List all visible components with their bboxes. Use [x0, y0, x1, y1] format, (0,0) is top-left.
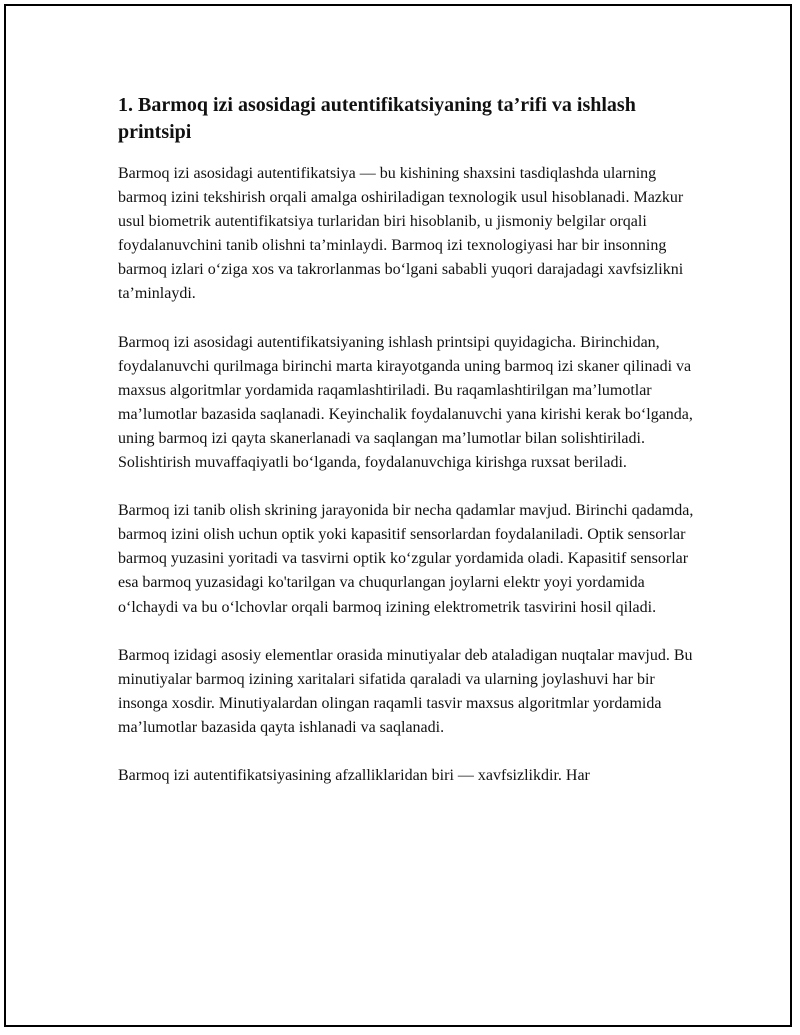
paragraph-minutiae: Barmoq izidagi asosiy elementlar orasida minutiyalar deb ataladigan nuqtalar mavjud. Bu minutiyalar barmoq izining xaritalari sifatida qaraladi va ularning joylashuvi har bir insonga xosdir. Minutiyalardan olingan raqamli tasvir maxsus algoritmlar yordamida ma’lumotlar bazasida qayta ishlanadi va saqlanadi.	[118, 646, 693, 736]
paragraph-working-principle: Barmoq izi asosidagi autentifikatsiyaning ishlash printsipi quyidagicha. Birinchidan, foydalanuvchi qurilmaga birinchi marta kirayotganda uning barmoq izi skaner qilinadi va maxsus algoritmlar yordamida raqamlashtiriladi. Bu raqamlashtirilgan ma’lumotlar ma’lumotlar bazasida saqlanadi. Keyinchalik foydalanuvchi yana kirishi kerak bo‘lganda, uning barmoq izi qayta skanerlanadi va saqlangan ma’lumotlar bilan solishtiriladi. Solishtirish muvaffaqiyatli bo‘lganda, foydalanuvchiga kirishga ruxsat beriladi.	[118, 333, 693, 472]
paragraph-advantages: Barmoq izi autentifikatsiyasining afzalliklaridan biri — xavfsizlikdir. Har	[118, 766, 590, 784]
document-body	[118, 92, 698, 812]
section-heading: 1. Barmoq izi asosidagi autentifikatsiyaning ta’rifi va ishlash printsipi	[118, 94, 636, 143]
paragraph-definition: Barmoq izi asosidagi autentifikatsiya — bu kishining shaxsini tasdiqlashda ularning barmoq izini tekshirish orqali amalga oshiriladigan texnologik usul hisoblanadi. Mazkur usul biometrik autentifikatsiya turlaridan biri hisoblanib, u jismoniy belgilar orqali foydalanuvchini tanib olishni ta’minlaydi. Barmoq izi texnologiyasi har bir insonning barmoq izlari o‘ziga xos va takrorlanmas bo‘lgani sababli yuqori darajadagi xavfsizlikni ta’minlaydi.	[118, 165, 684, 303]
paragraph-scanning-steps: Barmoq izi tanib olish skrining jarayonida bir necha qadamlar mavjud. Birinchi qadamda, barmoq izini olish uchun optik yoki kapasitif sensorlardan foydalaniladi. Optik sensorlar barmoq yuzasini yoritadi va tasvirni optik ko‘zgular yordamida oladi. Kapasitif sensorlar esa barmoq yuzasidagi ko'tarilgan va chuqurlangan joylarni elektr yoyi yordamida o‘lchaydi va bu o‘lchovlar orqali barmoq izining elektrometrik tasvirini hosil qiladi.	[118, 502, 694, 616]
